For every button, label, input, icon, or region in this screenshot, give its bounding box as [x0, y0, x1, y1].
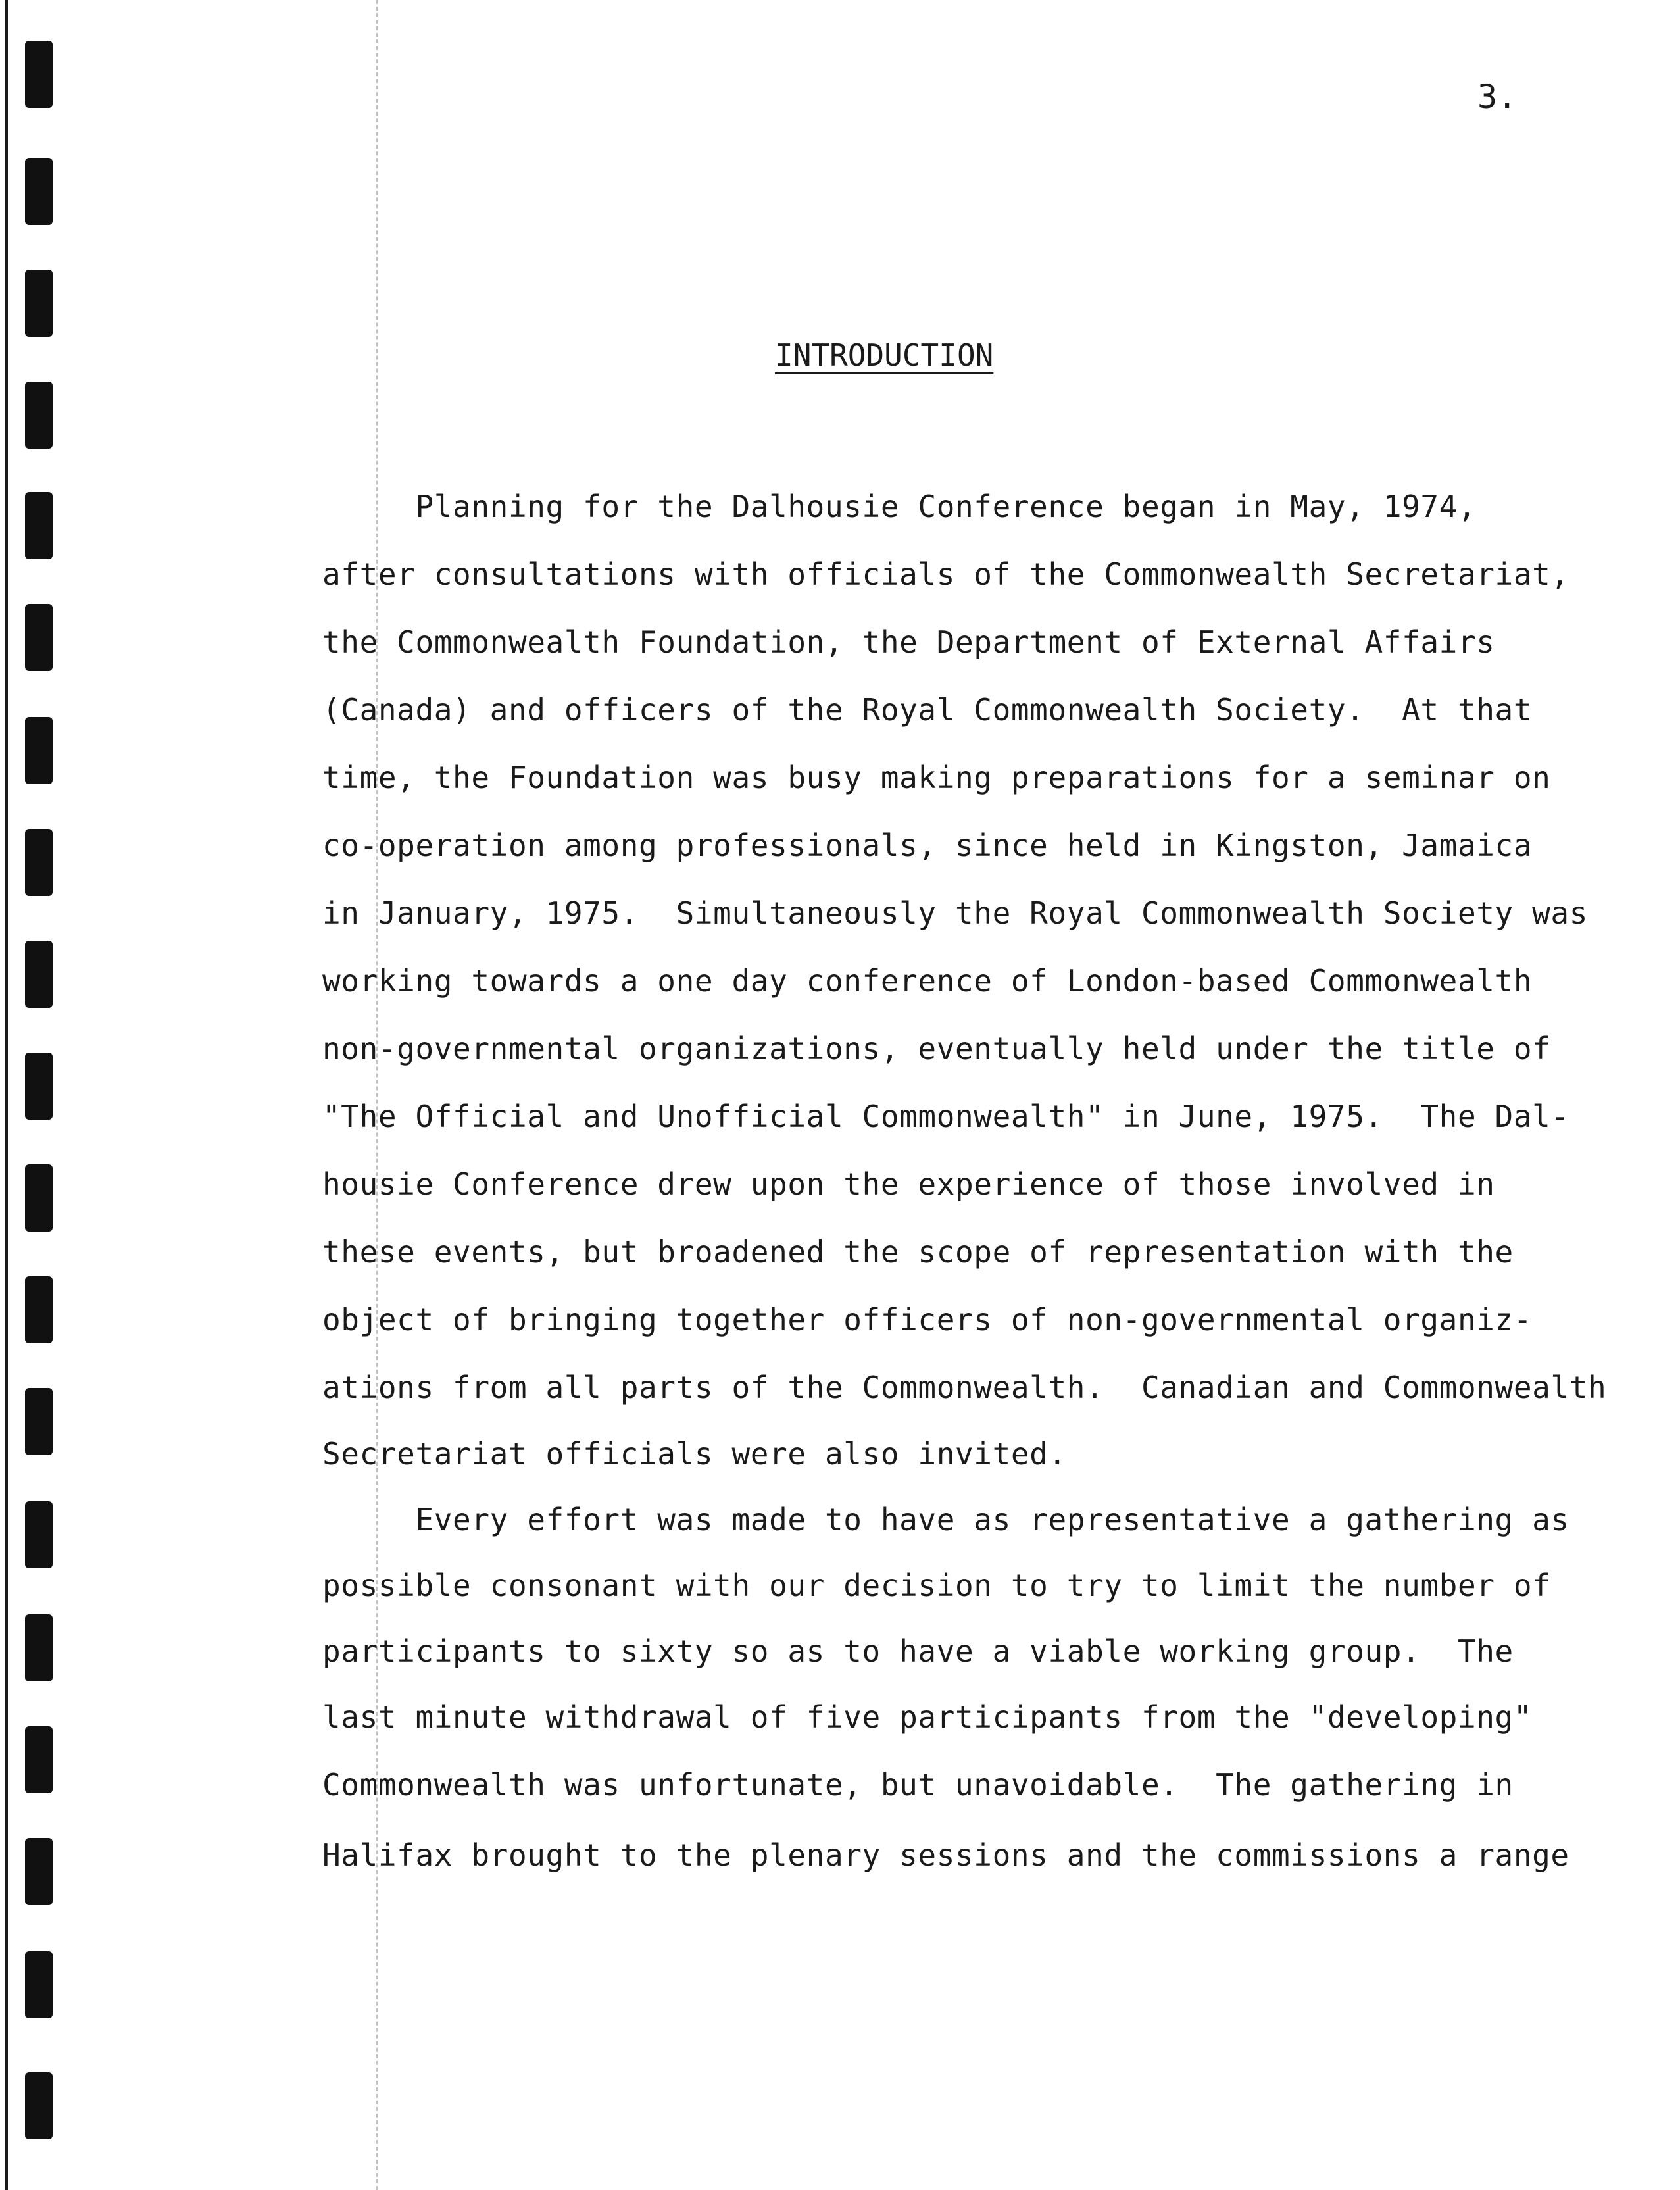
binder-hole-mark [25, 1164, 53, 1232]
text-line: time, the Foundation was busy making preparations for a seminar on [322, 760, 1551, 795]
text-line: the Commonwealth Foundation, the Department of External Affairs [322, 624, 1495, 660]
binder-hole-mark [25, 492, 53, 559]
text-line: (Canada) and officers of the Royal Commonwealth Society. At that [322, 692, 1533, 728]
text-line: in January, 1975. Simultaneously the Royal Commonwealth Society was [322, 895, 1589, 931]
binder-hole-mark [25, 1726, 53, 1793]
text-line: non-governmental organizations, eventually held under the title of [322, 1031, 1551, 1066]
text-line: "The Official and Unofficial Commonwealth" in June, 1975. The Dal- [322, 1099, 1569, 1134]
binder-hole-mark [25, 717, 53, 784]
text-line: Every effort was made to have as representative a gathering as [322, 1502, 1569, 1537]
text-line: after consultations with officials of the Commonwealth Secretariat, [322, 557, 1569, 592]
text-line: Commonwealth was unfortunate, but unavoidable. The gathering in [322, 1767, 1514, 1803]
binder-hole-mark [25, 1838, 53, 1905]
text-line: Secretariat officials were also invited. [322, 1436, 1067, 1472]
text-line: housie Conference drew upon the experience of those involved in [322, 1166, 1495, 1202]
text-line: co-operation among professionals, since held in Kingston, Jamaica [322, 828, 1533, 863]
text-line: ations from all parts of the Commonwealth. Canadian and Commonwealth [322, 1370, 1607, 1405]
binder-hole-mark [25, 604, 53, 671]
text-line: Halifax brought to the plenary sessions and the commissions a range [322, 1837, 1569, 1873]
text-line: Planning for the Dalhousie Conference began in May, 1974, [322, 489, 1477, 524]
binder-hole-mark [25, 158, 53, 225]
text-line: participants to sixty so as to have a viable working group. The [322, 1633, 1514, 1669]
binder-hole-mark [25, 2072, 53, 2139]
page-number: 3. [1477, 78, 1518, 116]
binder-hole-mark [25, 1951, 53, 2018]
binder-hole-mark [25, 1388, 53, 1455]
page-edge-line [5, 0, 8, 2190]
text-line: last minute withdrawal of five participants from the "developing" [322, 1699, 1533, 1735]
text-line: these events, but broadened the scope of representation with the [322, 1234, 1514, 1270]
text-line: possible consonant with our decision to try to limit the number of [322, 1568, 1551, 1603]
binder-hole-mark [25, 382, 53, 449]
binder-hole-mark [25, 1501, 53, 1568]
text-line: object of bringing together officers of non-governmental organiz- [322, 1302, 1533, 1337]
binder-hole-mark [25, 41, 53, 108]
section-title: INTRODUCTION [775, 337, 994, 373]
binder-hole-mark [25, 829, 53, 896]
text-line: working towards a one day conference of London-based Commonwealth [322, 963, 1533, 999]
binder-hole-mark [25, 941, 53, 1008]
binder-hole-mark [25, 270, 53, 337]
binder-hole-mark [25, 1053, 53, 1120]
binder-hole-mark [25, 1276, 53, 1343]
binder-hole-mark [25, 1614, 53, 1681]
